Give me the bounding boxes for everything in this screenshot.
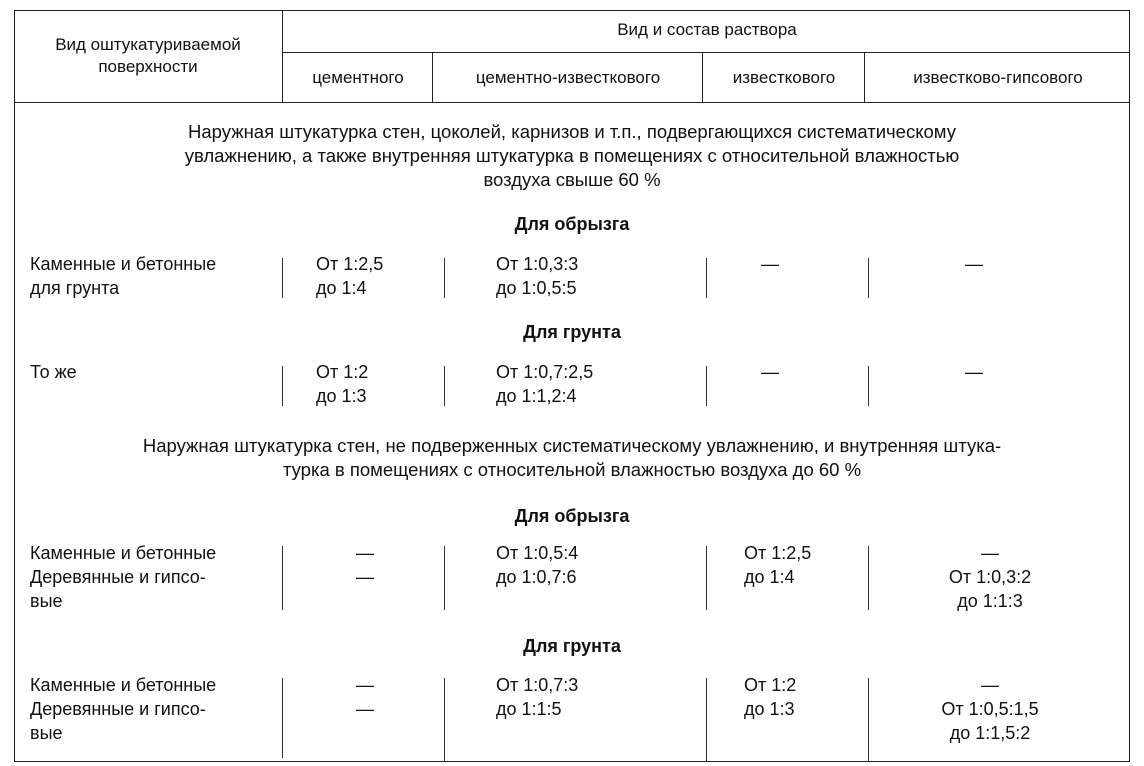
s1-base-rule-3 bbox=[706, 366, 707, 406]
section-1-title-line-1: Наружная штукатурка стен, цоколей, карнизов и т.п., подвергающихся систематическому bbox=[188, 121, 956, 142]
header-surface-type: Вид оштукатуриваемой поверхности bbox=[55, 35, 241, 76]
s2-base-surface: Каменные и бетонные Деревянные и гипсо- вые bbox=[30, 675, 217, 743]
header-col-lime-gypsum: известково-гипсового bbox=[913, 68, 1083, 87]
s1-spray-rule-2 bbox=[444, 258, 445, 298]
s2-spray-lime-gypsum: — От 1:0,3:2 до 1:1:3 bbox=[948, 543, 1032, 611]
s2-base-lime-gypsum: — От 1:0,5:1,5 до 1:1,5:2 bbox=[941, 675, 1039, 743]
header-divider-top bbox=[282, 52, 1130, 53]
s2-spray-rule-2 bbox=[444, 546, 445, 610]
s2-spray-cement-lime: От 1:0,5:4 до 1:0,7:6 bbox=[496, 543, 579, 587]
s2-base-rule-2 bbox=[444, 678, 445, 762]
s2-base-cement-lime: От 1:0,7:3 до 1:1:5 bbox=[496, 675, 579, 719]
s2-spray-surface: Каменные и бетонные Деревянные и гипсо- вые bbox=[30, 543, 217, 611]
section-1-title bbox=[16, 120, 1128, 192]
s1-base-lime-gypsum: — bbox=[965, 362, 983, 382]
section-2-title-line-1: Наружная штукатурка стен, не подверженных систематическому увлажнению, и внутренняя штука- bbox=[142, 435, 1002, 456]
header-vdivider-1 bbox=[432, 52, 433, 103]
section-2-title bbox=[16, 434, 1128, 482]
s2-spray-rule-4 bbox=[868, 546, 869, 610]
s1-spray-surface: Каменные и бетонные для грунта bbox=[30, 254, 217, 298]
s2-base-rule-3 bbox=[706, 678, 707, 762]
section-1-subsection-2-title: Для грунта bbox=[523, 322, 621, 342]
s1-base-cement: От 1:2 до 1:3 bbox=[316, 362, 369, 406]
header-vdivider-3 bbox=[864, 52, 865, 103]
s1-base-surface: То же bbox=[30, 362, 77, 382]
header-vdivider-2 bbox=[702, 52, 703, 103]
s1-base-rule-2 bbox=[444, 366, 445, 406]
header-col-cement-lime: цементно-известкового bbox=[475, 68, 661, 87]
s1-base-rule-1 bbox=[282, 366, 283, 406]
header-mortar-group: Вид и состав раствора bbox=[617, 20, 797, 39]
s1-base-rule-4 bbox=[868, 366, 869, 406]
section-2-title-line-2: турка в помещениях с относительной влажностью воздуха до 60 % bbox=[282, 459, 862, 480]
s1-spray-cement: От 1:2,5 до 1:4 bbox=[316, 254, 384, 298]
section-1-subsection-1-title: Для обрызга bbox=[514, 214, 630, 234]
s1-spray-rule-3 bbox=[706, 258, 707, 298]
s1-base-cement-lime: От 1:0,7:2,5 до 1:1,2:4 bbox=[496, 362, 594, 406]
s1-spray-lime-gypsum: — bbox=[965, 254, 983, 274]
s2-spray-rule-3 bbox=[706, 546, 707, 610]
s2-spray-lime: От 1:2,5 до 1:4 bbox=[744, 543, 812, 587]
s2-spray-rule-1 bbox=[282, 546, 283, 610]
header-col-cement: цементного bbox=[312, 68, 404, 87]
s1-spray-cement-lime: От 1:0,3:3 до 1:0,5:5 bbox=[496, 254, 579, 298]
header-vdivider-surface bbox=[282, 10, 283, 103]
s1-base-lime: — bbox=[761, 362, 779, 382]
section-1-title-line-2: увлажнению, а также внутренняя штукатурка в помещениях с относительной влажностью bbox=[184, 145, 960, 166]
section-2-subsection-1-title: Для обрызга bbox=[514, 506, 630, 526]
s2-spray-cement: — — bbox=[356, 543, 374, 587]
s1-spray-rule-4 bbox=[868, 258, 869, 298]
s2-base-rule-1 bbox=[282, 678, 283, 758]
s1-spray-rule-1 bbox=[282, 258, 283, 298]
s2-base-rule-4 bbox=[868, 678, 869, 762]
section-1-title-line-3: воздуха свыше 60 % bbox=[483, 169, 661, 190]
header-bottom-border bbox=[14, 102, 1130, 103]
s2-base-cement: — — bbox=[356, 675, 374, 719]
header-col-lime: известкового bbox=[732, 68, 836, 87]
section-2-subsection-2-title: Для грунта bbox=[523, 636, 621, 656]
s2-base-lime: От 1:2 до 1:3 bbox=[744, 675, 797, 719]
s1-spray-lime: — bbox=[761, 254, 779, 274]
